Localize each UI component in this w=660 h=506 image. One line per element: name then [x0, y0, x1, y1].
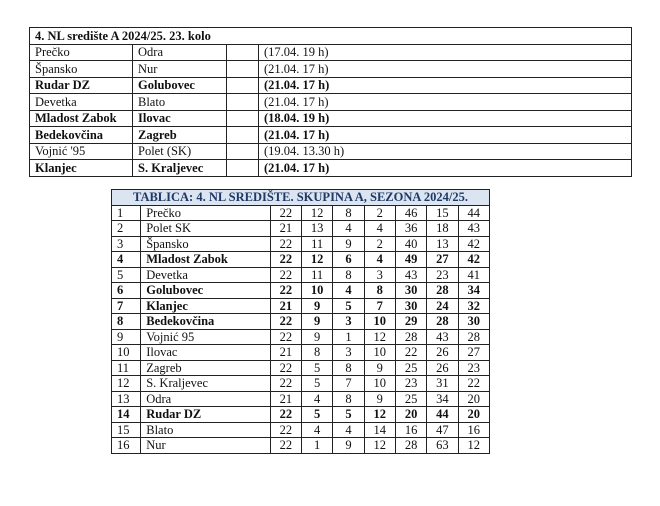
- standing-points: 12: [458, 438, 489, 454]
- fixture-row: [30, 61, 632, 78]
- standing-draws: 6: [333, 252, 364, 268]
- standing-wins: 5: [302, 360, 333, 376]
- standing-goals-against: 15: [427, 205, 458, 221]
- standing-team: Blato: [141, 422, 270, 438]
- standing-draws: 4: [333, 283, 364, 299]
- standing-team: Golubovec: [141, 283, 270, 299]
- standing-goals-for: 29: [395, 314, 426, 330]
- fixtures-title-row: [30, 28, 632, 45]
- standing-losses: 2: [364, 236, 395, 252]
- standing-draws: 8: [333, 391, 364, 407]
- standing-position: 5: [112, 267, 141, 283]
- standing-points: 16: [458, 422, 489, 438]
- standing-points: 41: [458, 267, 489, 283]
- standing-team: Polet SK: [141, 221, 270, 237]
- standing-losses: 7: [364, 298, 395, 314]
- standing-played: 22: [270, 236, 301, 252]
- standing-losses: 14: [364, 422, 395, 438]
- standing-position: 14: [112, 407, 141, 423]
- standing-played: 22: [270, 314, 301, 330]
- standing-team: Ilovac: [141, 345, 270, 361]
- standing-points: 34: [458, 283, 489, 299]
- standing-goals-against: 63: [427, 438, 458, 454]
- standing-position: 9: [112, 329, 141, 345]
- standing-position: 6: [112, 283, 141, 299]
- standing-team: Prečko: [141, 205, 270, 221]
- standing-played: 21: [270, 298, 301, 314]
- standing-wins: 8: [302, 345, 333, 361]
- standing-wins: 11: [302, 236, 333, 252]
- standing-losses: 12: [364, 407, 395, 423]
- fixture-blank: [227, 127, 259, 144]
- standing-goals-against: 43: [427, 329, 458, 345]
- standing-position: 4: [112, 252, 141, 268]
- standing-row: [112, 422, 490, 438]
- standing-row: [112, 298, 490, 314]
- standing-wins: 9: [302, 329, 333, 345]
- standing-points: 22: [458, 376, 489, 392]
- standing-losses: 10: [364, 314, 395, 330]
- fixtures-title: 4. NL središte A 2024/25. 23. kolo: [30, 28, 632, 45]
- standing-goals-against: 13: [427, 236, 458, 252]
- standing-goals-for: 23: [395, 376, 426, 392]
- standing-draws: 8: [333, 267, 364, 283]
- standing-goals-against: 44: [427, 407, 458, 423]
- standing-row: [112, 267, 490, 283]
- standing-goals-against: 27: [427, 252, 458, 268]
- standing-draws: 5: [333, 298, 364, 314]
- fixture-time: (21.04. 17 h): [259, 94, 632, 111]
- standing-position: 8: [112, 314, 141, 330]
- standing-row: [112, 283, 490, 299]
- standing-points: 28: [458, 329, 489, 345]
- standing-team: S. Kraljevec: [141, 376, 270, 392]
- fixture-away-team: S. Kraljevec: [133, 160, 227, 177]
- standing-wins: 9: [302, 314, 333, 330]
- standing-played: 22: [270, 438, 301, 454]
- standing-draws: 4: [333, 422, 364, 438]
- standing-points: 42: [458, 252, 489, 268]
- fixture-away-team: Golubovec: [133, 77, 227, 94]
- standing-row: [112, 438, 490, 454]
- standing-losses: 4: [364, 252, 395, 268]
- standing-draws: 9: [333, 438, 364, 454]
- standing-goals-for: 30: [395, 283, 426, 299]
- fixture-blank: [227, 77, 259, 94]
- fixture-row: [30, 160, 632, 177]
- fixture-away-team: Odra: [133, 44, 227, 61]
- standing-wins: 12: [302, 205, 333, 221]
- standing-goals-for: 28: [395, 438, 426, 454]
- standing-goals-for: 36: [395, 221, 426, 237]
- fixture-time: (18.04. 19 h): [259, 110, 632, 127]
- fixture-home-team: Bedekovčina: [30, 127, 133, 144]
- standing-goals-against: 26: [427, 360, 458, 376]
- fixture-home-team: Špansko: [30, 61, 133, 78]
- standing-wins: 13: [302, 221, 333, 237]
- standing-losses: 3: [364, 267, 395, 283]
- fixture-row: [30, 44, 632, 61]
- standing-row: [112, 391, 490, 407]
- standing-losses: 12: [364, 329, 395, 345]
- standing-played: 22: [270, 329, 301, 345]
- standing-row: [112, 329, 490, 345]
- standing-row: [112, 407, 490, 423]
- standing-row: [112, 205, 490, 221]
- standings-title: TABLICA: 4. NL SREDIŠTE. SKUPINA A, SEZONA 2024/25.: [112, 190, 490, 206]
- standings-table: [111, 189, 490, 454]
- standing-played: 21: [270, 391, 301, 407]
- fixture-blank: [227, 61, 259, 78]
- standing-row: [112, 345, 490, 361]
- standing-goals-against: 28: [427, 283, 458, 299]
- standing-wins: 4: [302, 422, 333, 438]
- standing-played: 21: [270, 345, 301, 361]
- standing-losses: 8: [364, 283, 395, 299]
- standing-goals-against: 23: [427, 267, 458, 283]
- standing-goals-against: 24: [427, 298, 458, 314]
- standing-position: 3: [112, 236, 141, 252]
- standing-draws: 1: [333, 329, 364, 345]
- standing-played: 22: [270, 360, 301, 376]
- standing-position: 15: [112, 422, 141, 438]
- fixture-blank: [227, 94, 259, 111]
- standing-team: Bedekovčina: [141, 314, 270, 330]
- fixture-home-team: Mladost Zabok: [30, 110, 133, 127]
- standing-wins: 11: [302, 267, 333, 283]
- standing-losses: 10: [364, 345, 395, 361]
- standing-wins: 1: [302, 438, 333, 454]
- standing-goals-for: 30: [395, 298, 426, 314]
- standing-played: 22: [270, 283, 301, 299]
- fixture-home-team: Klanjec: [30, 160, 133, 177]
- fixture-row: [30, 127, 632, 144]
- fixture-blank: [227, 44, 259, 61]
- standing-played: 22: [270, 422, 301, 438]
- standing-position: 11: [112, 360, 141, 376]
- standing-goals-for: 20: [395, 407, 426, 423]
- fixture-time: (19.04. 13.30 h): [259, 143, 632, 160]
- standing-wins: 10: [302, 283, 333, 299]
- standing-draws: 3: [333, 345, 364, 361]
- standing-row: [112, 252, 490, 268]
- fixture-home-team: Vojnić '95: [30, 143, 133, 160]
- standing-team: Vojnić 95: [141, 329, 270, 345]
- fixture-blank: [227, 110, 259, 127]
- fixture-home-team: Devetka: [30, 94, 133, 111]
- standing-row: [112, 236, 490, 252]
- fixtures-table: [29, 27, 632, 177]
- standing-team: Zagreb: [141, 360, 270, 376]
- standing-row: [112, 221, 490, 237]
- fixture-away-team: Blato: [133, 94, 227, 111]
- standing-points: 23: [458, 360, 489, 376]
- standing-played: 22: [270, 267, 301, 283]
- fixture-away-team: Ilovac: [133, 110, 227, 127]
- standing-team: Odra: [141, 391, 270, 407]
- standing-losses: 10: [364, 376, 395, 392]
- standing-goals-for: 28: [395, 329, 426, 345]
- fixture-away-team: Nur: [133, 61, 227, 78]
- fixture-row: [30, 94, 632, 111]
- standing-wins: 12: [302, 252, 333, 268]
- standing-goals-for: 40: [395, 236, 426, 252]
- standing-position: 16: [112, 438, 141, 454]
- standing-row: [112, 360, 490, 376]
- standing-wins: 4: [302, 391, 333, 407]
- standing-played: 21: [270, 221, 301, 237]
- standing-goals-for: 25: [395, 391, 426, 407]
- standing-points: 27: [458, 345, 489, 361]
- standing-wins: 5: [302, 407, 333, 423]
- standing-goals-against: 34: [427, 391, 458, 407]
- standing-points: 20: [458, 407, 489, 423]
- standing-position: 2: [112, 221, 141, 237]
- standing-row: [112, 314, 490, 330]
- fixture-time: (21.04. 17 h): [259, 160, 632, 177]
- fixture-away-team: Polet (SK): [133, 143, 227, 160]
- standing-goals-for: 22: [395, 345, 426, 361]
- standing-position: 13: [112, 391, 141, 407]
- standing-draws: 8: [333, 205, 364, 221]
- standing-losses: 9: [364, 391, 395, 407]
- fixture-home-team: Prečko: [30, 44, 133, 61]
- standing-played: 22: [270, 376, 301, 392]
- standing-points: 42: [458, 236, 489, 252]
- standing-played: 22: [270, 205, 301, 221]
- standing-draws: 7: [333, 376, 364, 392]
- fixture-time: (21.04. 17 h): [259, 77, 632, 94]
- standing-goals-against: 31: [427, 376, 458, 392]
- fixture-time: (17.04. 19 h): [259, 44, 632, 61]
- fixture-blank: [227, 143, 259, 160]
- standing-position: 10: [112, 345, 141, 361]
- standing-team: Mladost Zabok: [141, 252, 270, 268]
- standing-draws: 9: [333, 236, 364, 252]
- standing-goals-against: 26: [427, 345, 458, 361]
- standing-team: Klanjec: [141, 298, 270, 314]
- standing-points: 30: [458, 314, 489, 330]
- standing-team: Špansko: [141, 236, 270, 252]
- standing-points: 44: [458, 205, 489, 221]
- fixture-blank: [227, 160, 259, 177]
- fixture-time: (21.04. 17 h): [259, 61, 632, 78]
- standing-position: 7: [112, 298, 141, 314]
- standing-goals-against: 47: [427, 422, 458, 438]
- standing-goals-for: 49: [395, 252, 426, 268]
- standing-goals-against: 18: [427, 221, 458, 237]
- standing-goals-for: 43: [395, 267, 426, 283]
- standing-draws: 4: [333, 221, 364, 237]
- fixture-row: [30, 77, 632, 94]
- fixture-home-team: Rudar DZ: [30, 77, 133, 94]
- fixture-row: [30, 110, 632, 127]
- standing-points: 20: [458, 391, 489, 407]
- standing-goals-against: 28: [427, 314, 458, 330]
- standing-team: Devetka: [141, 267, 270, 283]
- standing-played: 22: [270, 252, 301, 268]
- standing-wins: 5: [302, 376, 333, 392]
- standing-losses: 2: [364, 205, 395, 221]
- standing-draws: 3: [333, 314, 364, 330]
- standing-goals-for: 16: [395, 422, 426, 438]
- standing-team: Nur: [141, 438, 270, 454]
- fixture-time: (21.04. 17 h): [259, 127, 632, 144]
- standing-points: 43: [458, 221, 489, 237]
- standing-goals-for: 25: [395, 360, 426, 376]
- standings-title-row: [112, 190, 490, 206]
- standing-points: 32: [458, 298, 489, 314]
- fixture-away-team: Zagreb: [133, 127, 227, 144]
- standing-losses: 12: [364, 438, 395, 454]
- standing-team: Rudar DZ: [141, 407, 270, 423]
- standing-played: 22: [270, 407, 301, 423]
- standing-losses: 9: [364, 360, 395, 376]
- standing-draws: 5: [333, 407, 364, 423]
- standing-draws: 8: [333, 360, 364, 376]
- standing-position: 12: [112, 376, 141, 392]
- standing-wins: 9: [302, 298, 333, 314]
- fixture-row: [30, 143, 632, 160]
- standing-losses: 4: [364, 221, 395, 237]
- standing-row: [112, 376, 490, 392]
- standing-position: 1: [112, 205, 141, 221]
- standing-goals-for: 46: [395, 205, 426, 221]
